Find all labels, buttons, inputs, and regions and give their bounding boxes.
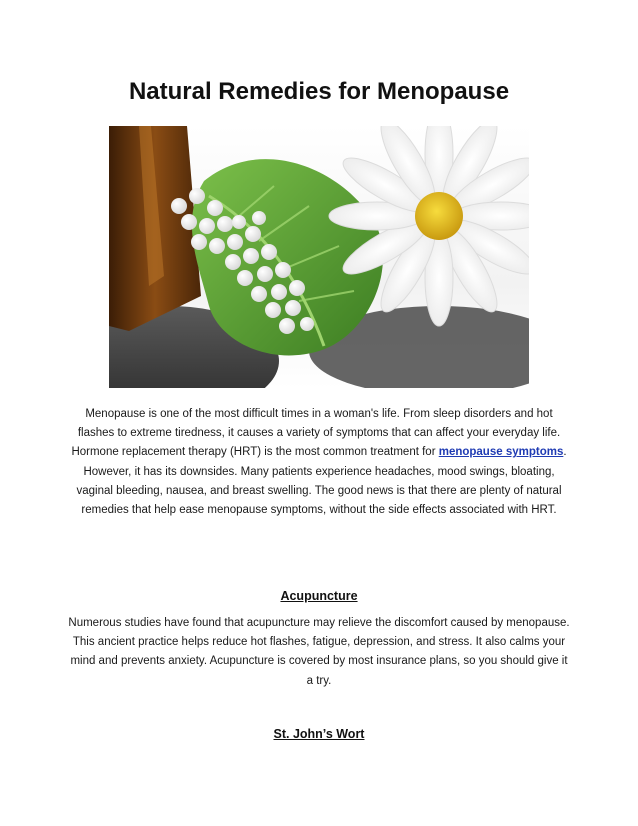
section-heading-acupuncture: Acupuncture [280,589,358,603]
intro-paragraph [68,405,570,520]
intro-text: Menopause is one of the most difficult times in a woman's life. From sleep disorders and hot flashes to extreme tiredness, it causes a variety of symptoms that can affect your everyday life. Hormone replacement therapy (HRT) is the most common treatment for [71,408,561,459]
acupuncture-paragraph: Numerous studies have found that acupuncture may relieve the discomfort caused by menopause. This ancient practice helps reduce hot flashes, fatigue, depression, and stress. It also calms your mind and prevents anxiety. Acupuncture is covered by most insurance plans, so you should give it a try. [68,617,570,687]
section-heading-st-johns-wort: St. John’s Wort [273,727,365,741]
document-title: Natural Remedies for Menopause [128,78,510,105]
menopause-symptoms-link[interactable]: menopause symptoms [438,446,564,459]
hero-image [109,126,529,388]
flower-center [415,192,463,240]
homeopathy-illustration [109,126,529,388]
intro-text-continued: . However, it has its downsides. Many patients experience headaches, mood swings, bloating, vaginal bleeding, nausea, and breast swelling. The good news is that there are plenty of natural remedies that help ease menopause symptoms, without the side effects associated with HRT. [76,446,567,517]
